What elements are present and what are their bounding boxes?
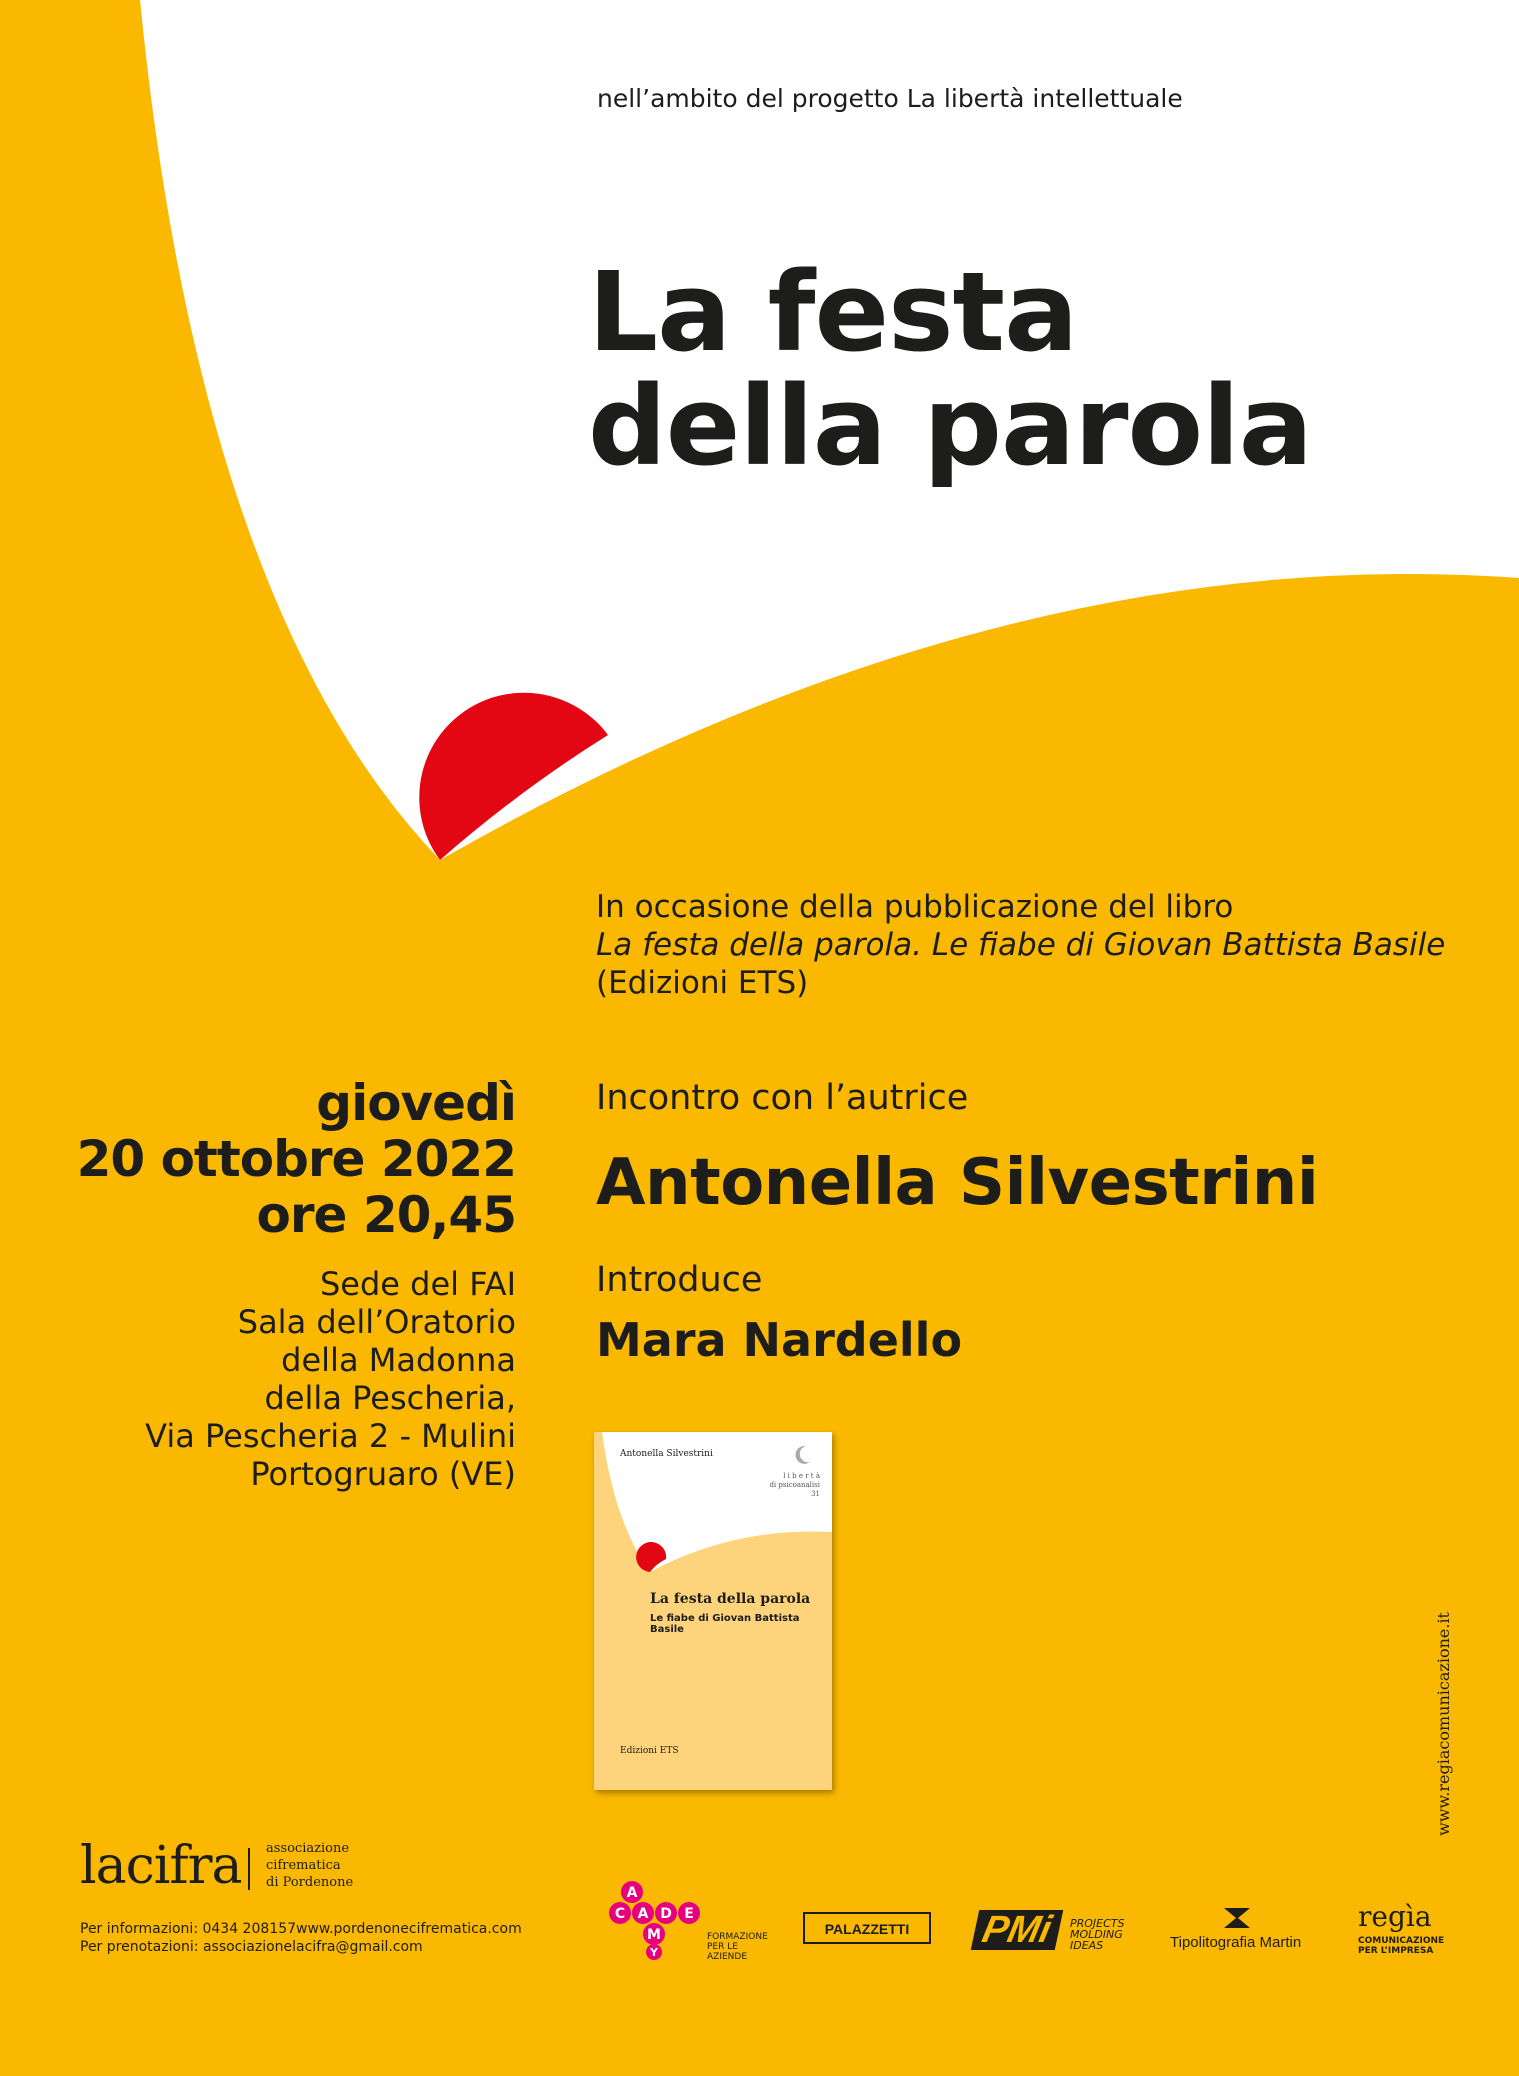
academy-letter: A: [637, 1906, 649, 1922]
contact-info: [80, 1920, 522, 1956]
book-cover: [594, 1432, 832, 1790]
project-pretitle: nell’ambito del progetto La libertà intellettuale: [597, 84, 1183, 113]
title-line-1: La festa: [588, 248, 1078, 376]
main-title: [588, 248, 1313, 490]
occasion-line-1: In occasione della pubblicazione del libro: [596, 889, 1234, 925]
event-datetime: [77, 1075, 516, 1243]
regia-logo: regìa: [1358, 1900, 1432, 1933]
venue-line: Via Pescheria 2 - Mulini: [145, 1417, 516, 1455]
booking-line: Per prenotazioni: associazionelacifra@gmail.com: [80, 1939, 423, 1955]
regia-subtitle: [1358, 1936, 1444, 1956]
organizer-description: [266, 1840, 353, 1891]
venue-line: Sede del FAI: [319, 1265, 516, 1303]
lacifra-logo: lacifra: [80, 1836, 242, 1896]
event-time: ore 20,45: [256, 1186, 516, 1244]
venue-line: Sala dell’Oratorio: [237, 1303, 516, 1341]
venue-line: della Pescheria,: [264, 1379, 516, 1417]
book-series-line-2: di psicoanalisi: [769, 1481, 820, 1489]
book-publisher: Edizioni ETS: [620, 1746, 679, 1756]
pmi-logo: PMi: [971, 1910, 1063, 1950]
book-title: La festa della parola: [650, 1591, 811, 1607]
pmi-sub-line: MOLDING: [1070, 1928, 1123, 1941]
tipolitografia-icon: [1222, 1906, 1252, 1930]
publisher-reference: (Edizioni ETS): [596, 965, 809, 1001]
academy-letter: D: [660, 1906, 672, 1922]
venue-line: della Madonna: [281, 1341, 516, 1379]
academy-letter: C: [614, 1906, 626, 1922]
occasion-text: [596, 888, 1445, 1002]
book-series: [769, 1472, 820, 1499]
palazzetti-logo: PALAZZETTI: [803, 1912, 931, 1944]
organizer-line-1: associazione: [266, 1841, 350, 1856]
designer-credit: www.regiacomunicazione.it: [1434, 1612, 1453, 1836]
academy-sub-line: AZIENDE: [707, 1952, 748, 1962]
pmi-sub-line: IDEAS: [1070, 1939, 1104, 1952]
author-name: Antonella Silvestrini: [596, 1146, 1319, 1220]
event-day: giovedì: [316, 1074, 516, 1132]
book-author: Antonella Silvestrini: [620, 1449, 713, 1459]
book-series-line-1: l i b e r t à: [783, 1472, 820, 1480]
venue-address: [145, 1265, 516, 1493]
book-cover-red-dot: [636, 1542, 666, 1572]
organizer-line-2: cifrematica: [266, 1858, 341, 1873]
academy-letter: A: [626, 1885, 638, 1901]
tipolitografia-logo: Tipolitografia Martin: [1170, 1934, 1302, 1951]
academy-sub-line: FORMAZIONE: [707, 1932, 768, 1942]
book-title-reference: La festa della parola. Le fiabe di Giovan Battista Basile: [596, 927, 1446, 963]
venue-line: Portogruaro (VE): [250, 1455, 516, 1493]
academy-subtitle: [707, 1932, 768, 1962]
academy-sub-line: PER LE: [707, 1942, 738, 1952]
academy-letter: M: [647, 1927, 661, 1943]
academy-letter: E: [684, 1906, 694, 1922]
academy-letter: Y: [650, 1946, 658, 1959]
book-series-number: 31: [811, 1490, 820, 1498]
pmi-sub-line: PROJECTS: [1070, 1917, 1125, 1930]
introduction-label: Introduce: [596, 1260, 763, 1300]
logo-divider: [248, 1848, 250, 1890]
regia-sub-line: PER L’IMPRESA: [1358, 1946, 1434, 1956]
title-line-2: della parola: [588, 362, 1313, 490]
pmi-subtitle: [1070, 1918, 1125, 1951]
introducer-name: Mara Nardello: [596, 1313, 963, 1367]
regia-sub-line: COMUNICAZIONE: [1358, 1936, 1445, 1946]
book-subtitle: Le fiabe di Giovan Battista Basile: [650, 1613, 800, 1635]
info-line: Per informazioni: 0434 208157www.pordenonecifrematica.com: [80, 1921, 522, 1937]
meeting-label: Incontro con l’autrice: [596, 1078, 969, 1118]
organizer-line-3: di Pordenone: [266, 1875, 354, 1890]
event-date: 20 ottobre 2022: [76, 1130, 516, 1188]
academy-logo: [604, 1880, 704, 1960]
